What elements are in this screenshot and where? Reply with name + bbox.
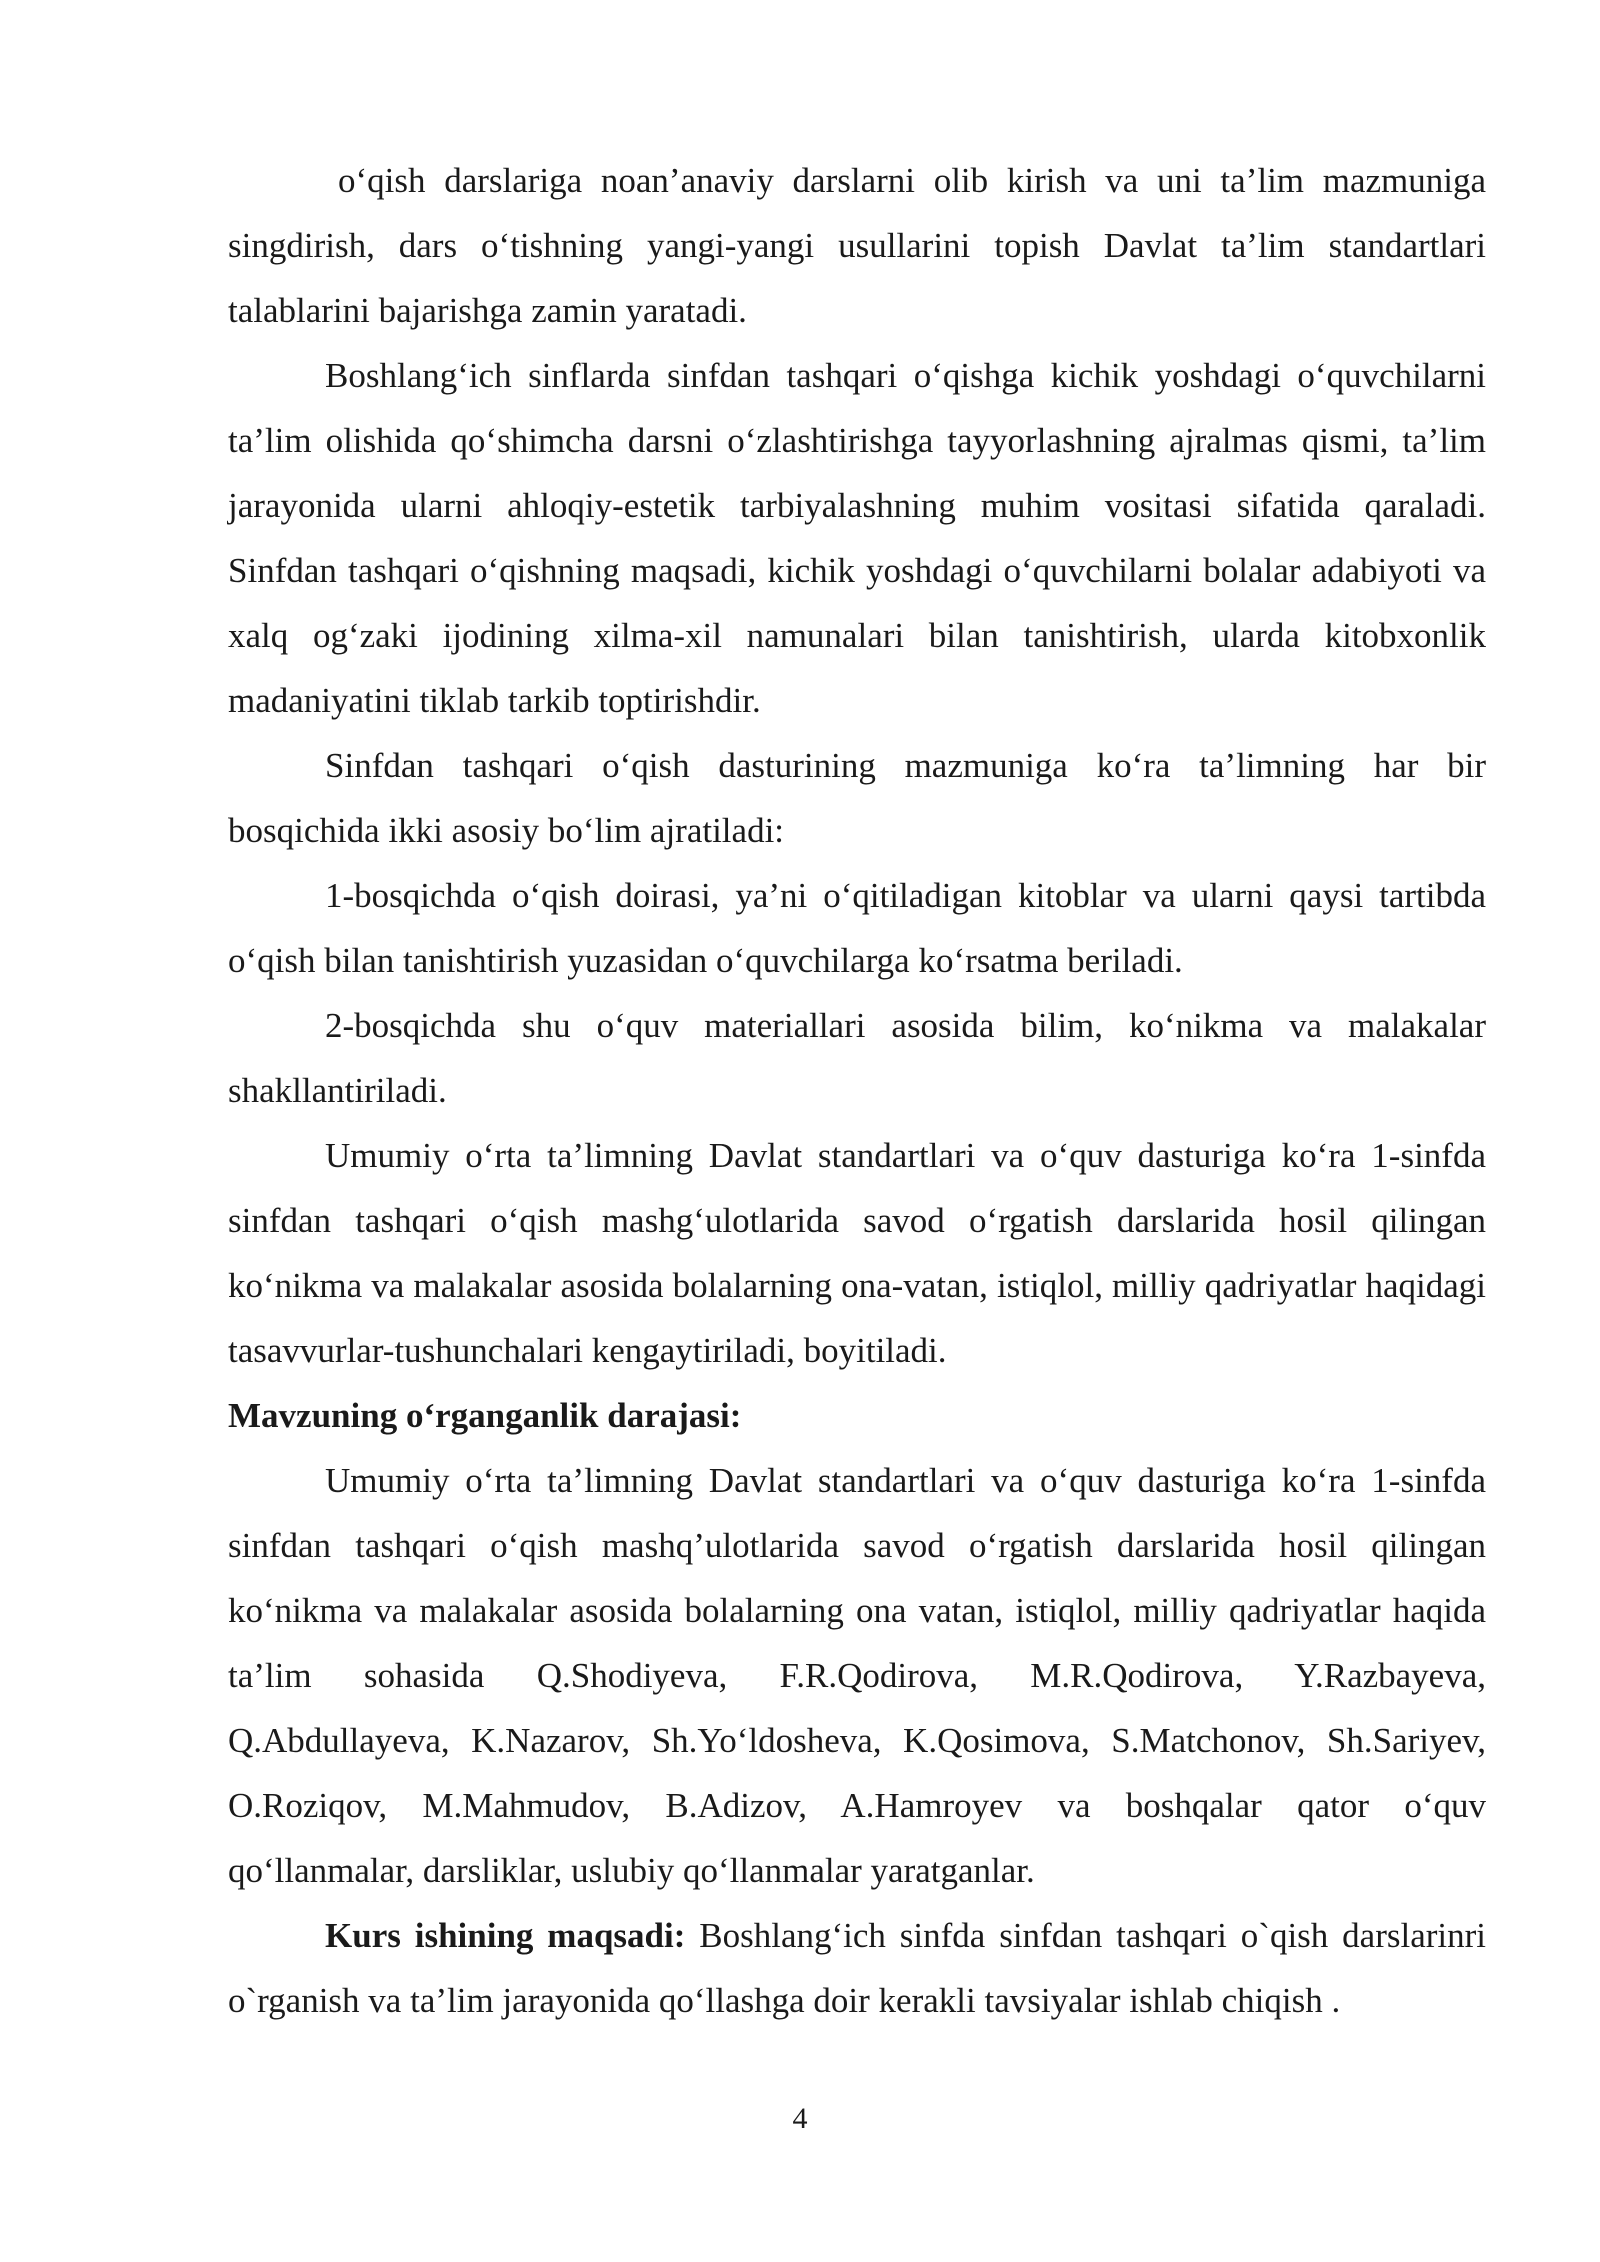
paragraph-course-goal (228, 1903, 1486, 2033)
course-goal-label: Kurs ishining maqsadi: (325, 1916, 686, 1955)
paragraph-state-standards: Umumiy o‘rta ta’limning Davlat standartlari va o‘quv dasturiga ko‘ra 1-sinfda sinfdan tashqari o‘qish mashg‘ulotlarida savod o‘rgatish darslarida hosil qilingan ko‘nikma va malakalar asosida bolalarning ona-vatan, istiqlol, milliy qadriyatlar haqidagi tasavvurlar-tushunchalari kengaytiriladi, boyitiladi. (228, 1136, 1486, 1370)
section-heading: Mavzuning o‘rganganlik darajasi: (228, 1396, 742, 1435)
paragraph-extracurricular-reading: Boshlang‘ich sinflarda sinfdan tashqari o‘qishga kichik yoshdagi o‘quvchilarni ta’lim olishida qo‘shimcha darsni o‘zlashtirishga tayyorlashning ajralmas qismi, ta’lim jarayonida ularni ahloqiy-estetik tarbiyalashning muhim vositasi sifatida qaraladi. Sinfdan tashqari o‘qishning maqsadi, kichik yoshdagi o‘quvchilarni bolalar adabiyoti va xalq og‘zaki ijodining xilma-xil namunalari bilan tanishtirish, ularda kitobxonlik madaniyatini tiklab tarkib toptirishdir. (228, 356, 1486, 720)
paragraph-continuation: o‘qish darslariga noan’anaviy darslarni olib kirish va uni ta’lim mazmuniga singdirish, dars o‘tishning yangi-yangi usullarini topish Davlat ta’lim standartlari talablarini bajarishga zamin yaratadi. (228, 161, 1486, 330)
page-number: 4 (792, 2102, 808, 2135)
paragraph-stage-one: 1-bosqichda o‘qish doirasi, ya’ni o‘qitiladigan kitoblar va ularni qaysi tartibda o‘qish bilan tanishtirish yuzasidan o‘quvchilarga ko‘rsatma beriladi. (228, 876, 1486, 980)
paragraph-research-level: Umumiy o‘rta ta’limning Davlat standartlari va o‘quv dasturiga ko‘ra 1-sinfda sinfdan tashqari o‘qish mashq’ulotlarida savod o‘rgatish darslarida hosil qilingan ko‘nikma va malakalar asosida bolalarning ona vatan, istiqlol, milliy qadriyatlar haqida ta’lim sohasida Q.Shodiyeva, F.R.Qodirova, M.R.Qodirova, Y.Razbayeva, Q.Abdullayeva, K.Nazarov, Sh.Yo‘ldosheva, K.Qosimova, S.Matchonov, Sh.Sariyev, O.Roziqov, M.Mahmudov, B.Adizov, A.Hamroyev va boshqalar qator o‘quv qo‘llanmalar, darsliklar, uslubiy qo‘llanmalar yaratganlar. (228, 1461, 1486, 1890)
course-goal-text: Boshlang‘ich sinfda sinfdan tashqari o`qish darslarinri o`rganish va ta’lim jarayonida qo‘llashga doir kerakli tavsiyalar ishlab chiqish . (228, 1916, 1486, 2020)
document-page (228, 148, 1486, 2033)
paragraph-stage-two: 2-bosqichda shu o‘quv materiallari asosida bilim, ko‘nikma va malakalar shakllantiriladi. (228, 1006, 1486, 1110)
paragraph-program-content: Sinfdan tashqari o‘qish dasturining mazmuniga ko‘ra ta’limning har bir bosqichida ikki asosiy bo‘lim ajratiladi: (228, 746, 1486, 850)
